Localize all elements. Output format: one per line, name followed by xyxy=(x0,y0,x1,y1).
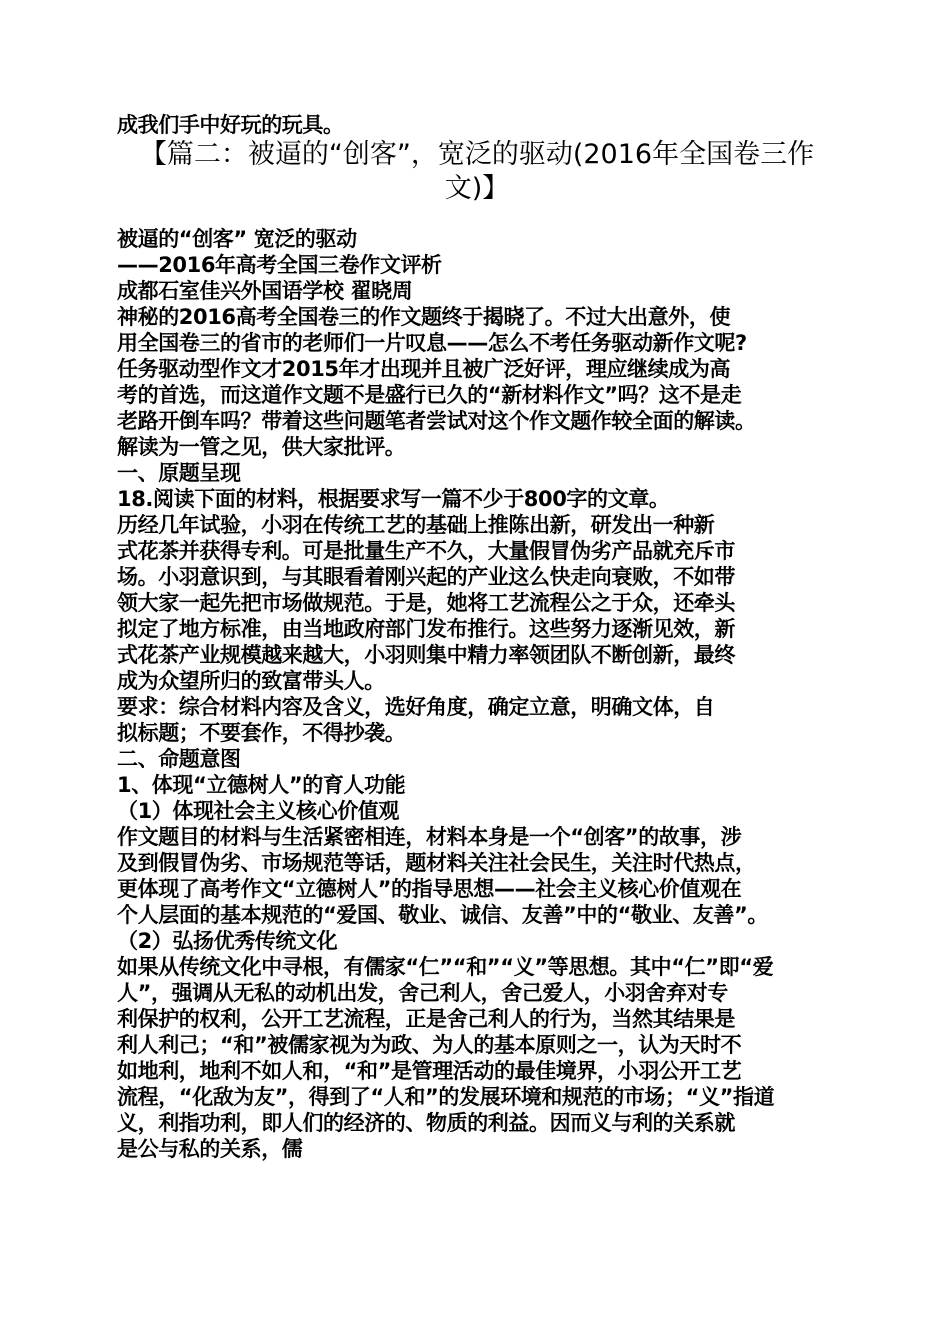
article-subtitle: ——2016年高考全国三卷作文评析 xyxy=(117,253,442,277)
subsection-title: （2）弘扬优秀传统文化 xyxy=(117,929,338,953)
body-line: 更体现了高考作文“立德树人”的指导思想——社会主义核心价值观在 xyxy=(117,877,742,901)
body-line: 流程，“化敌为友”，得到了“人和”的发展环境和规范的市场；“义”指道 xyxy=(117,1085,775,1109)
opening-line: 成我们手中好玩的玩具。 xyxy=(117,113,344,137)
body-line: 解读为一管之见，供大家批评。 xyxy=(117,435,406,459)
section-heading: 【篇二：被逼的“创客”，宽泛的驱动(2016年全国卷三作文)】 xyxy=(139,139,815,204)
body-line: 拟定了地方标准，由当地政府部门发布推行。这些努力逐渐见效，新 xyxy=(117,617,735,641)
body-line: 神秘的2016高考全国卷三的作文题终于揭晓了。不过大出意外，使 xyxy=(117,305,731,329)
body-line: 成为众望所归的致富带头人。 xyxy=(117,669,385,693)
article-body xyxy=(117,304,837,1162)
body-line: 老路开倒车吗？带着这些问题笔者尝试对这个作文题作较全面的解读。 xyxy=(117,409,756,433)
article-title: 被逼的“创客” 宽泛的驱动 xyxy=(117,227,357,251)
body-line: 任务驱动型作文才2015年才出现并且被广泛好评，理应继续成为高 xyxy=(117,357,731,381)
body-line: 作文题目的材料与生活紧密相连，材料本身是一个“创客”的故事，涉 xyxy=(117,825,742,849)
body-line: 义，利指功利，即人们的经济的、物质的利益。因而义与利的关系就 xyxy=(117,1111,735,1135)
body-line: 历经几年试验，小羽在传统工艺的基础上推陈出新，研发出一种新 xyxy=(117,513,715,537)
section-title: 一、原题呈现 xyxy=(117,461,241,485)
body-line: 如地利，地利不如人和，“和”是管理活动的最佳境界，小羽公开工艺 xyxy=(117,1059,742,1083)
body-line: 利人利己；“和”被儒家视为为政、为人的基本原则之一，认为天时不 xyxy=(117,1033,742,1057)
section-title: 二、命题意图 xyxy=(117,747,241,771)
body-line: 领大家一起先把市场做规范。于是，她将工艺流程公之于众，还牵头 xyxy=(117,591,735,615)
body-line: 人”，强调从无私的动机出发，舍己利人，舍己爱人，小羽舍弃对专 xyxy=(117,981,728,1005)
body-line: 用全国卷三的省市的老师们一片叹息——怎么不考任务驱动新作文呢? xyxy=(117,331,747,355)
body-line: 利保护的权利，公开工艺流程，正是舍己利人的行为，当然其结果是 xyxy=(117,1007,735,1031)
document-page xyxy=(117,112,837,1162)
body-line: 考的首选，而这道作文题不是盛行已久的“新材料作文”吗？这不是走 xyxy=(117,383,742,407)
body-line: 式花茶并获得专利。可是批量生产不久，大量假冒伪劣产品就充斥市 xyxy=(117,539,735,563)
body-line: 如果从传统文化中寻根，有儒家“仁”“和”“义”等思想。其中“仁”即“爱 xyxy=(117,955,774,979)
body-line: 是公与私的关系，儒 xyxy=(117,1137,303,1161)
body-line: 场。小羽意识到，与其眼看着刚兴起的产业这么快走向衰败，不如带 xyxy=(117,565,735,589)
body-line: 18.阅读下面的材料，根据要求写一篇不少于800字的文章。 xyxy=(117,487,670,511)
body-line: 拟标题；不要套作，不得抄袭。 xyxy=(117,721,406,745)
body-line: 及到假冒伪劣、市场规范等话，题材料关注社会民生，关注时代热点， xyxy=(117,851,756,875)
subsection-title: （1）体现社会主义核心价值观 xyxy=(117,799,400,823)
body-line: 式花茶产业规模越来越大，小羽则集中精力率领团队不断创新，最终 xyxy=(117,643,735,667)
article-author: 成都石室佳兴外国语学校 翟晓周 xyxy=(117,279,413,303)
body-line: 个人层面的基本规范的“爱国、敬业、诚信、友善”中的“敬业、友善”。 xyxy=(117,903,769,927)
subsection-title: 1、体现“立德树人”的育人功能 xyxy=(117,773,406,797)
body-line: 要求：综合材料内容及含义，选好角度，确定立意，明确文体，自 xyxy=(117,695,715,719)
